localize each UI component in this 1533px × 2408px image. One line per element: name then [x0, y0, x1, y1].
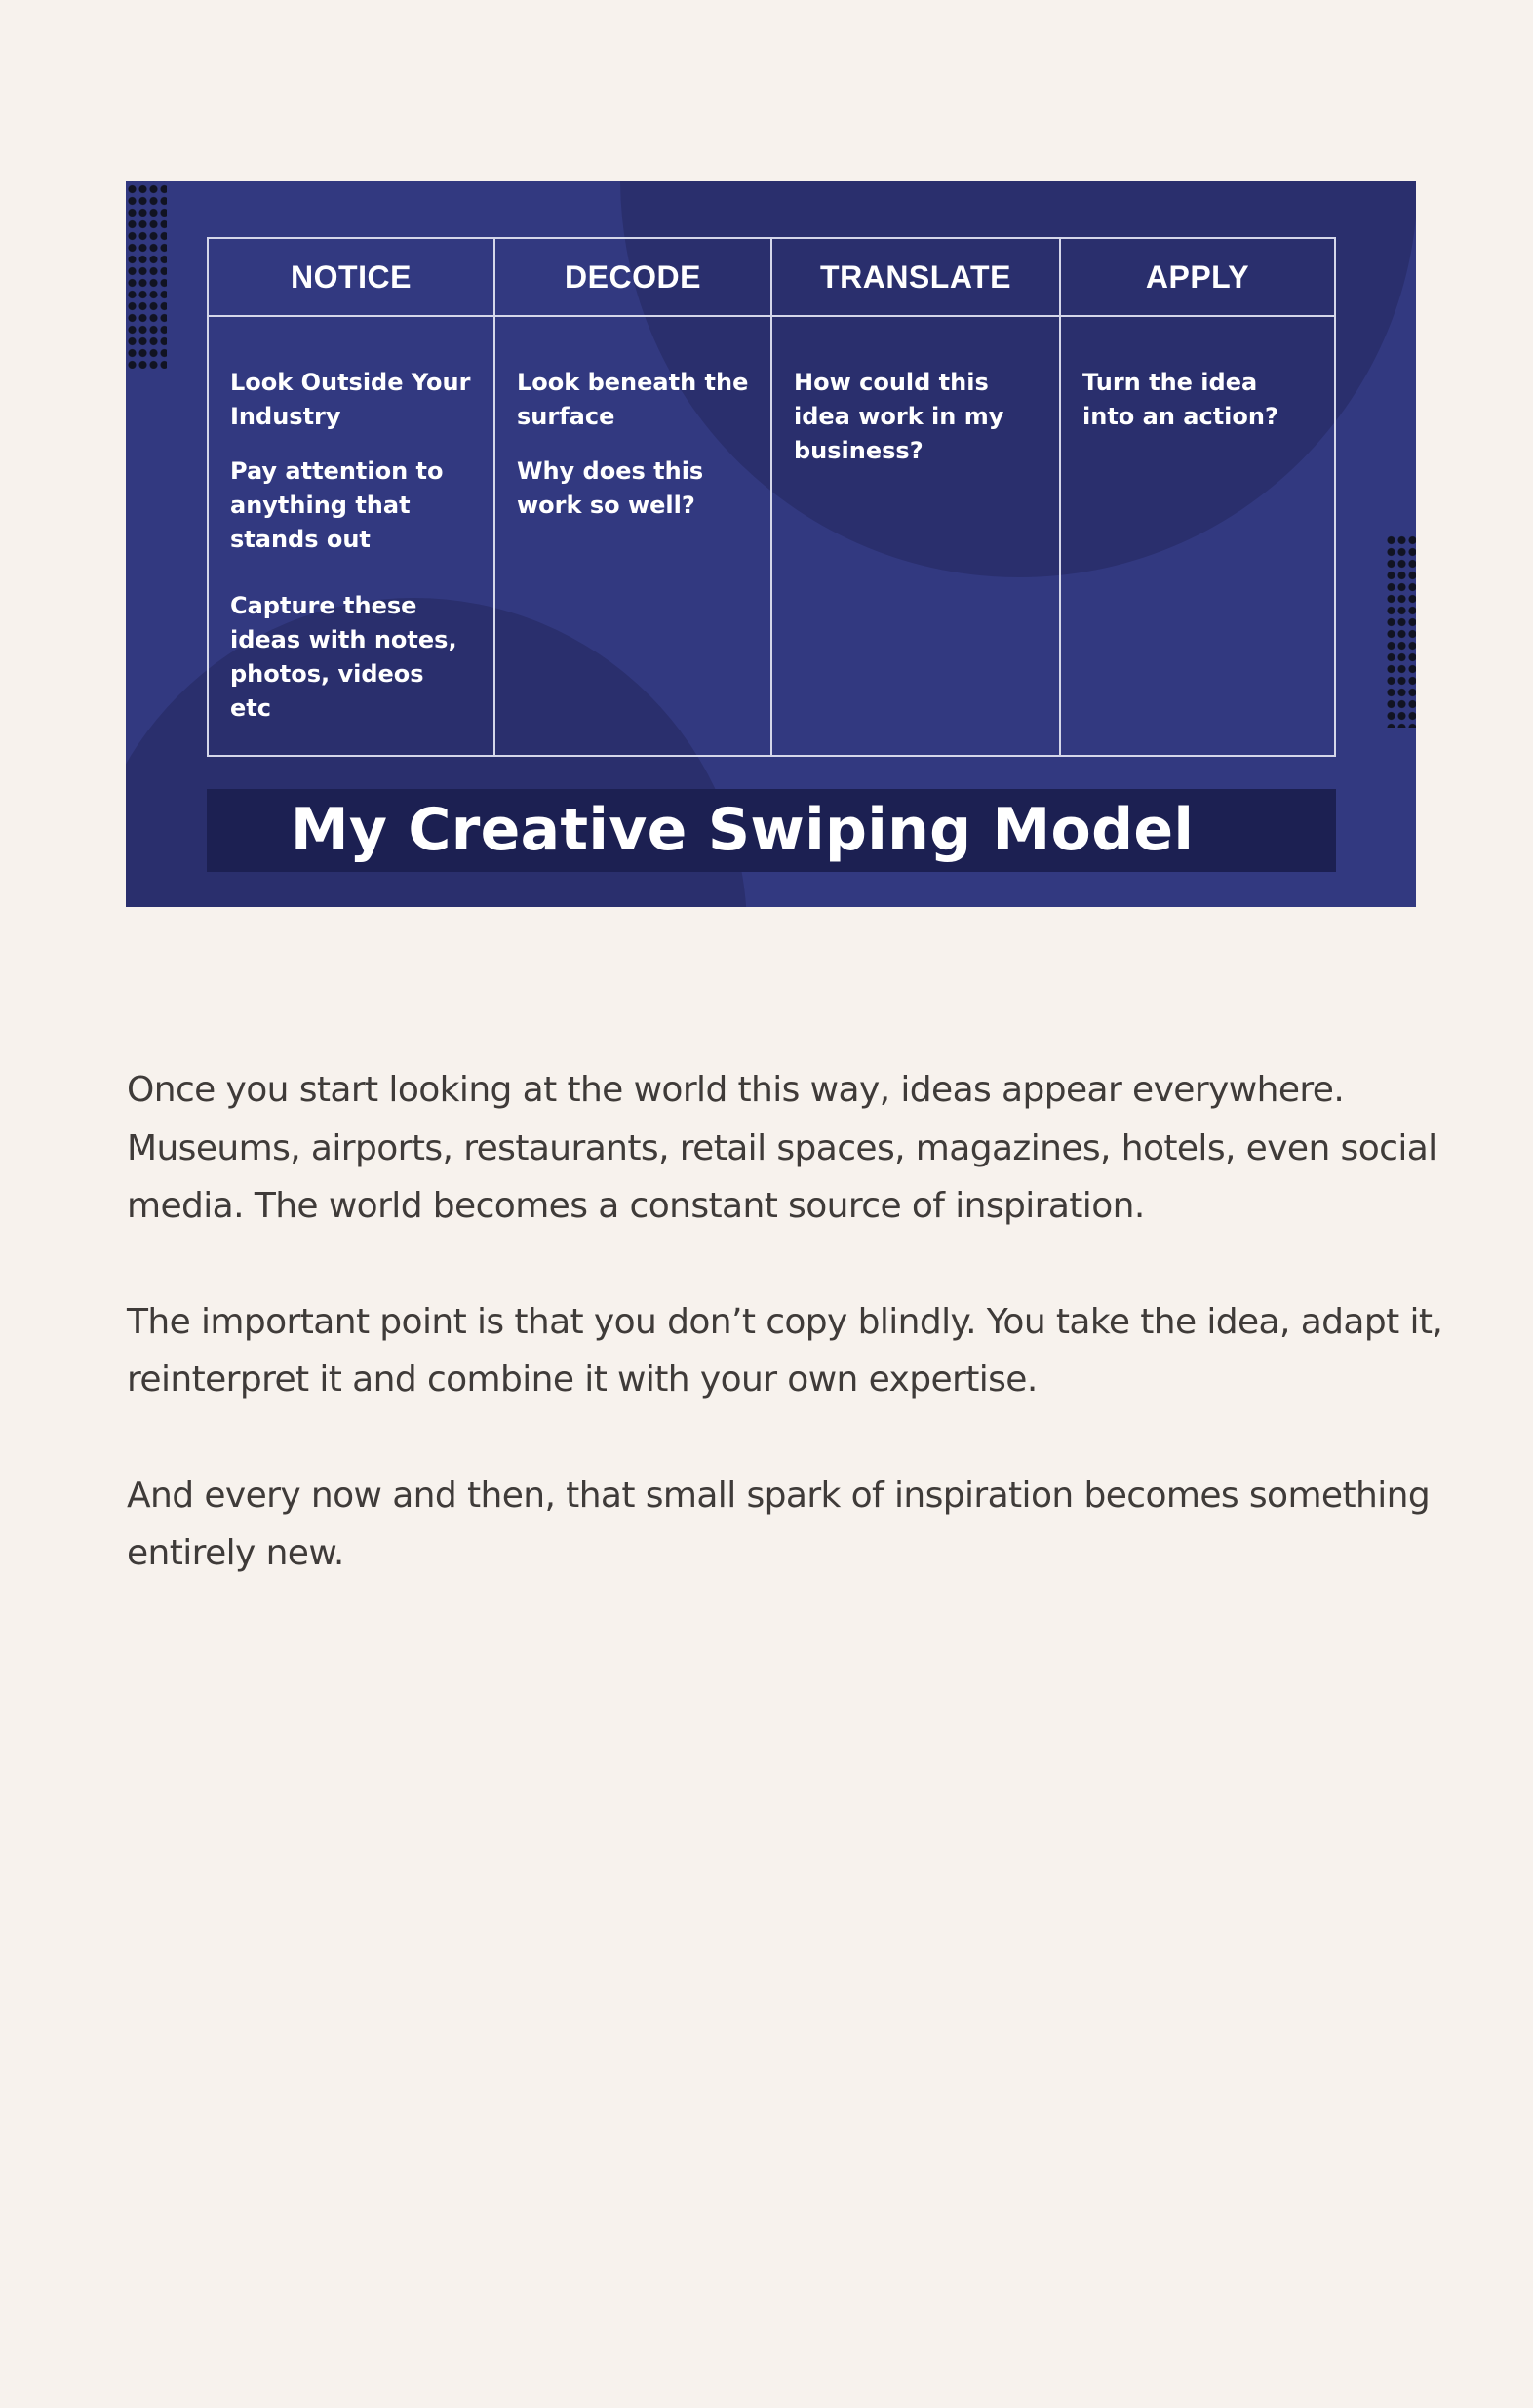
model-table — [207, 237, 1336, 757]
column-body-decode — [495, 317, 772, 755]
column-header-translate: TRANSLATE — [772, 239, 1061, 317]
translate-item: How could this idea work in my business? — [794, 369, 1004, 464]
notice-item: Pay attention to anything that stands out — [230, 457, 444, 553]
article-body — [127, 1061, 1443, 1640]
decode-item: Look beneath the surface — [517, 369, 749, 430]
column-header-notice: NOTICE — [209, 239, 495, 317]
apply-item: Turn the idea into an action? — [1082, 369, 1278, 430]
decode-item: Why does this work so well? — [517, 457, 704, 519]
column-header-decode: DECODE — [495, 239, 772, 317]
column-body-notice — [209, 317, 495, 755]
model-title-banner: My Creative Swiping Model — [207, 789, 1336, 872]
column-body-translate — [772, 317, 1061, 755]
paragraph: Once you start looking at the world this way, ideas appear everywhere. Museums, airports, restaurants, retail spaces, magazines, hotels, even social media. The world becomes a constant source of inspiration. — [127, 1070, 1437, 1226]
creative-swiping-model-image — [126, 181, 1416, 907]
notice-item: Capture these ideas with notes, photos, videos etc — [230, 592, 457, 722]
dot-pattern-right — [1385, 533, 1416, 728]
column-body-apply — [1061, 317, 1334, 755]
paragraph: The important point is that you don’t copy blindly. You take the idea, adapt it, reinterpret it and combine it with your own expertise. — [127, 1301, 1443, 1400]
paragraph: And every now and then, that small spark of inspiration becomes something entirely new. — [127, 1475, 1431, 1573]
notice-item: Look Outside Your Industry — [230, 369, 471, 430]
column-header-apply: APPLY — [1061, 239, 1334, 317]
dot-pattern-left — [126, 181, 167, 369]
